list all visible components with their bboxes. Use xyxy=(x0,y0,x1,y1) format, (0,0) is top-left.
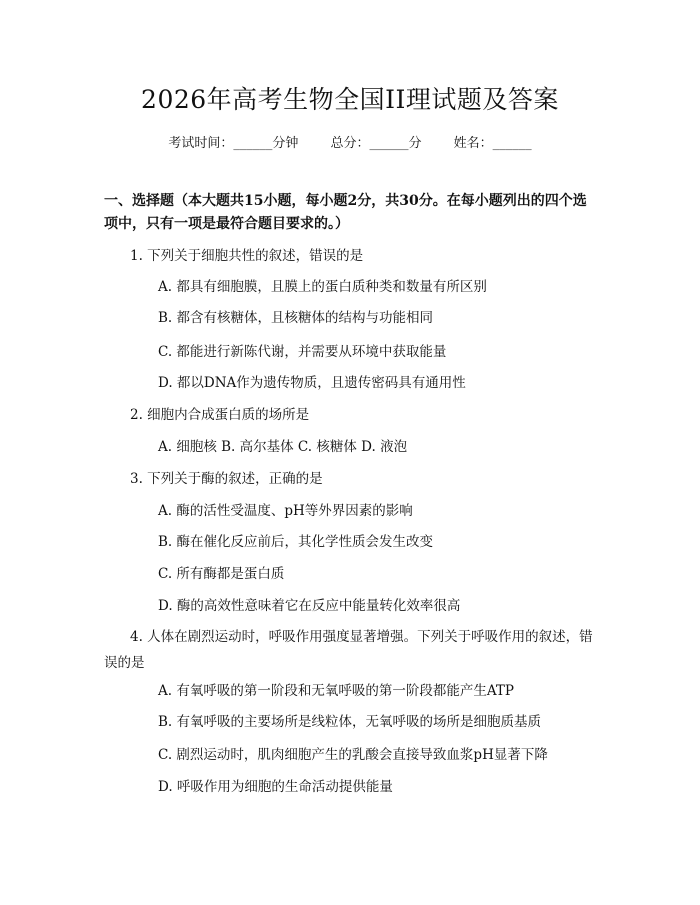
question-3-option-b: B. 酶在催化反应前后，其化学性质会发生改变 xyxy=(158,534,434,550)
question-2-options: A. 细胞核 B. 高尔基体 C. 核糖体 D. 液泡 xyxy=(158,439,408,455)
question-4-option-c: C. 剧烈运动时，肌肉细胞产生的乳酸会直接导致血浆pH显著下降 xyxy=(158,747,548,763)
question-4-stem: 4. 人体在剧烈运动时，呼吸作用强度显著增强。下列关于呼吸作用的叙述，错误的是 xyxy=(104,629,593,671)
student-name-field: 姓名：______ xyxy=(453,136,532,151)
question-2-stem: 2. 细胞内合成蛋白质的场所是 xyxy=(130,407,310,423)
question-1-stem: 1. 下列关于细胞共性的叙述，错误的是 xyxy=(130,248,364,264)
question-1-option-b: B. 都含有核糖体，且核糖体的结构与功能相同 xyxy=(158,310,434,326)
question-1-option-a: A. 都具有细胞膜，且膜上的蛋白质种类和数量有所区别 xyxy=(158,279,487,295)
question-1-option-c: C. 都能进行新陈代谢，并需要从环境中获取能量 xyxy=(158,344,447,360)
question-3-option-d: D. 酶的高效性意味着它在反应中能量转化效率很高 xyxy=(158,598,461,614)
page-title: 2026年高考生物全国II理试题及答案 xyxy=(141,85,559,114)
question-4-option-d: D. 呼吸作用为细胞的生命活动提供能量 xyxy=(158,779,393,795)
exam-info-line xyxy=(0,132,700,151)
question-1-option-d: D. 都以DNA作为遗传物质，且遗传密码具有通用性 xyxy=(158,375,466,391)
question-4-option-a: A. 有氧呼吸的第一阶段和无氧呼吸的第一阶段都能产生ATP xyxy=(158,683,514,699)
question-4-option-b: B. 有氧呼吸的主要场所是线粒体，无氧呼吸的场所是细胞质基质 xyxy=(158,714,542,730)
total-score-field: 总分：______分 xyxy=(330,136,422,151)
question-3-stem: 3. 下列关于酶的叙述，正确的是 xyxy=(130,471,323,487)
exam-time-field: 考试时间：______分钟 xyxy=(168,136,299,151)
question-3-option-a: A. 酶的活性受温度、pH等外界因素的影响 xyxy=(158,503,413,519)
section-heading: 一、选择题（本大题共15小题，每小题2分，共30分。在每小题列出的四个选项中，只有一项是最符合题目要求的。） xyxy=(104,193,587,232)
question-3-option-c: C. 所有酶都是蛋白质 xyxy=(158,566,285,582)
